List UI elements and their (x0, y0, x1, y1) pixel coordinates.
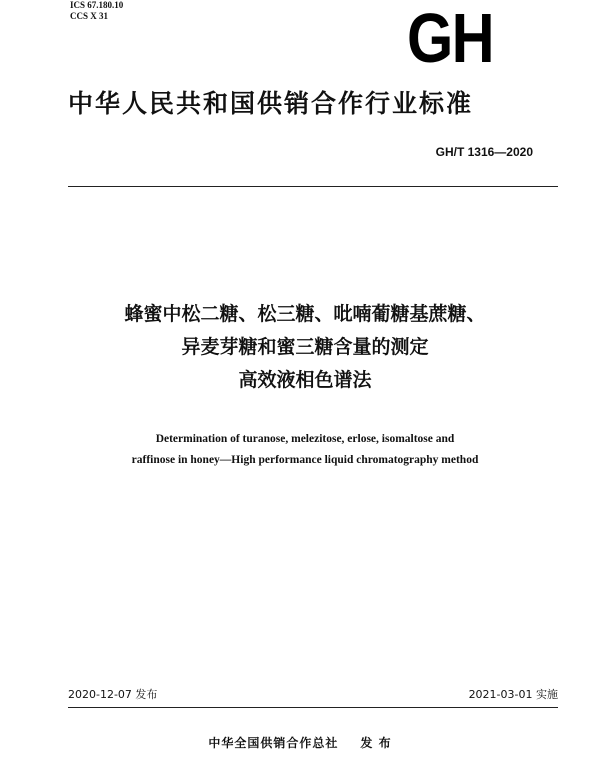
standard-organization: 中华人民共和国供销合作行业标准 (68, 89, 474, 118)
implementation-date: 2021-03-01 实施 (468, 688, 558, 701)
title-english (40, 429, 570, 471)
publisher-name: 中华全国供销合作总社 (208, 736, 339, 750)
issue-date: 2020-12-07 发布 (68, 688, 158, 701)
title-cn-line-2: 异麦芽糖和蜜三糖含量的测定 (181, 336, 429, 358)
publisher-line (0, 735, 600, 751)
ics-code: ICS 67.180.10 (70, 0, 124, 10)
bottom-divider (68, 707, 558, 708)
top-divider (68, 186, 558, 187)
publish-action: 发 布 (360, 736, 392, 750)
standard-code: GH/T 1316—2020 (435, 145, 533, 159)
title-en-line-2: raffinose in honey—High performance liquid chromatography method (131, 454, 479, 466)
title-chinese (40, 298, 570, 397)
classification-codes (70, 0, 123, 22)
ccs-code: CCS X 31 (70, 11, 109, 21)
title-cn-line-1: 蜂蜜中松二糖、松三糖、吡喃葡糖基蔗糖、 (124, 303, 486, 325)
gh-logo: GH (407, 0, 493, 77)
title-cn-line-3: 高效液相色谱法 (238, 369, 372, 391)
title-en-line-1: Determination of turanose, melezitose, erlose, isomaltose and (155, 433, 455, 445)
